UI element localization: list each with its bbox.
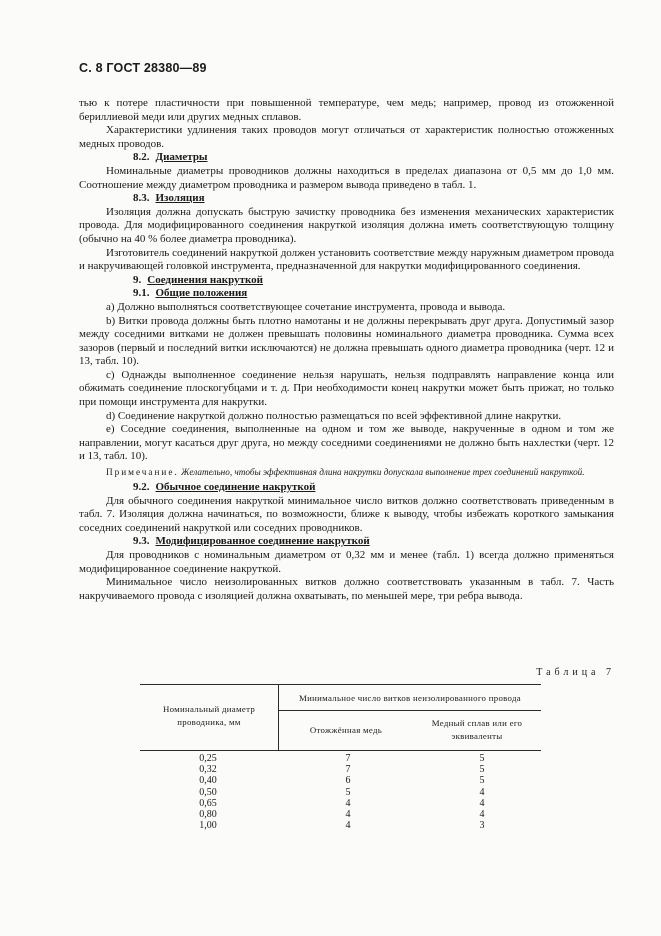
table-column-copper-alloy	[442, 753, 522, 831]
table-header-diameter: Номинальный диаметр проводника, мм	[162, 704, 256, 727]
paragraph: Изготовитель соединений накруткой должен установить соответствие между наружным диаметром провода и накручивающей головкой инструмента, предназначенной для накрутки модифицированного соединения.	[79, 246, 614, 273]
paragraph: Для обычного соединения накруткой минимальное число витков должно соответствовать приведенным в табл. 7. Изоляция должна начинаться, по возможности, ближе к выводу, чтобы избежать короткого замыкания соседних соединений накруткой или соседних проводников.	[79, 494, 614, 534]
table-cell: 0,25	[199, 753, 217, 764]
page-header: С. 8 ГОСТ 28380—89	[79, 61, 207, 75]
table-header-group: Минимальное число витков неизолированного провода	[299, 693, 521, 703]
table-cell: 7	[345, 764, 351, 776]
section-title: Изоляция	[155, 192, 205, 205]
section-heading-9	[79, 274, 614, 288]
list-item-d: d) Соединение накруткой должно полностью размещаться по всей эффективной длине накрутки.	[106, 409, 562, 422]
paragraph: Характеристики удлинения таких проводов могут отличаться от характеристик полностью отожженных медных проводов.	[79, 124, 614, 150]
table-top-rule	[140, 684, 541, 685]
section-number: 9.2.	[133, 481, 150, 494]
section-title: Диаметры	[155, 151, 208, 164]
note-label: Примечание.	[106, 467, 179, 478]
table-cell: 1,00	[199, 820, 217, 832]
table-cell: 0,50	[199, 786, 217, 798]
section-heading-8-2	[79, 151, 614, 165]
section-title: Соединения накруткой	[147, 273, 264, 286]
section-title: Общие положения	[155, 287, 248, 300]
table-cell: 0,32	[199, 764, 217, 776]
table-cell: 4	[345, 809, 351, 821]
table-cell: 4	[345, 820, 351, 832]
section-heading-8-3	[79, 192, 614, 206]
section-number: 8.2.	[133, 151, 150, 164]
section-heading-9-3	[79, 535, 614, 549]
table-cell: 0,40	[199, 775, 217, 787]
table-header-copper-alloy: Медный сплав или его эквиваленты	[431, 718, 523, 741]
table-cell: 3	[479, 820, 485, 832]
section-number: 8.3.	[133, 192, 150, 205]
note-text: Желательно, чтобы эффективная длина накрутки допускала выполнение трех соединений накруткой.	[181, 467, 585, 478]
table-caption: Таблица 7	[536, 667, 615, 678]
paragraph: Изоляция должна допускать быструю зачистку проводника без изменения механических характеристик провода. Для модифицированного соединения накруткой изоляция должна иметь соответствующую толщину (обычно на 40 % более диаметра проводника).	[79, 205, 614, 245]
table-cell: 4	[479, 786, 485, 798]
table-cell: 5	[479, 775, 485, 787]
table-cell: 5	[345, 786, 351, 798]
table-cell: 4	[479, 797, 485, 809]
table-column-annealed-copper	[308, 753, 388, 831]
table-cell: 5	[479, 764, 485, 776]
list-item-c: c) Однажды выполненное соединение нельзя нарушать, нельзя подправлять направление конца или обжимать соединение плоскогубцами и т. д. При необходимости конец накрутки может быть прижат, но только при помощи инструмента для накрутки.	[79, 368, 614, 409]
table-group-rule	[278, 710, 541, 711]
paragraph: Для проводников с номинальным диаметром от 0,32 мм и менее (табл. 1) всегда должно применяться модифицированное соединение накруткой.	[79, 549, 614, 575]
list-item-e: e) Соседние соединения, выполненные на одном и том же выводе, накрученные в одном и том же направлении, могут касаться друг друга, но между соседними соединениями не должно быть нахлестки (черт. 12 и 13, табл. 10).	[79, 423, 614, 463]
section-heading-9-1	[79, 287, 614, 301]
list-item-b: b) Витки провода должны быть плотно намотаны и не должны перекрывать друг друга. Допустимый зазор между соседними витками не должен превышать половины номинального диаметра проводника. Сумма всех зазоров (первый и последний витки исключаются) не должна превышать одного диаметра проводника (черт. 12 и 13, табл. 10).	[79, 314, 614, 368]
section-title: Обычное соединение накруткой	[155, 481, 316, 494]
table-cell: 0,65	[199, 797, 217, 809]
table-header-annealed-copper: Отожжённая медь	[309, 725, 383, 735]
paragraph: Номинальные диаметры проводников должны находиться в пределах диапазона от 0,5 мм до 1,0 мм. Соотношение между диаметром проводника и размером вывода приведено в табл. 1.	[79, 164, 614, 191]
note	[79, 466, 614, 479]
table-cell: 4	[345, 797, 351, 809]
table-cell: 7	[345, 753, 351, 764]
table-cell: 6	[345, 775, 351, 787]
paragraph: Минимальное число неизолированных витков должно соответствовать указанным в табл. 7. Часть накручиваемого провода с изоляцией должна охватывать, по меньшей мере, три ребра вывода.	[79, 576, 614, 602]
table-header-rule	[140, 750, 541, 751]
table-cell: 0,80	[199, 809, 217, 821]
list-item-a: a) Должно выполняться соответствующее сочетание инструмента, провода и вывода.	[106, 300, 506, 313]
table-cell: 4	[479, 809, 485, 821]
table-cell: 5	[479, 753, 485, 764]
section-heading-9-2	[79, 481, 614, 495]
section-title: Модифицированное соединение накруткой	[155, 535, 370, 548]
table-column-diameter	[168, 753, 248, 831]
section-number: 9.3.	[133, 535, 150, 548]
paragraph: тью к потере пластичности при повышенной температуре, чем медь; например, провод из отожженной бериллиевой меди или других медных сплавов.	[79, 97, 614, 123]
table-7	[140, 684, 541, 834]
section-number: 9.1.	[133, 287, 150, 300]
section-number: 9.	[133, 273, 142, 286]
document-body	[79, 97, 614, 603]
